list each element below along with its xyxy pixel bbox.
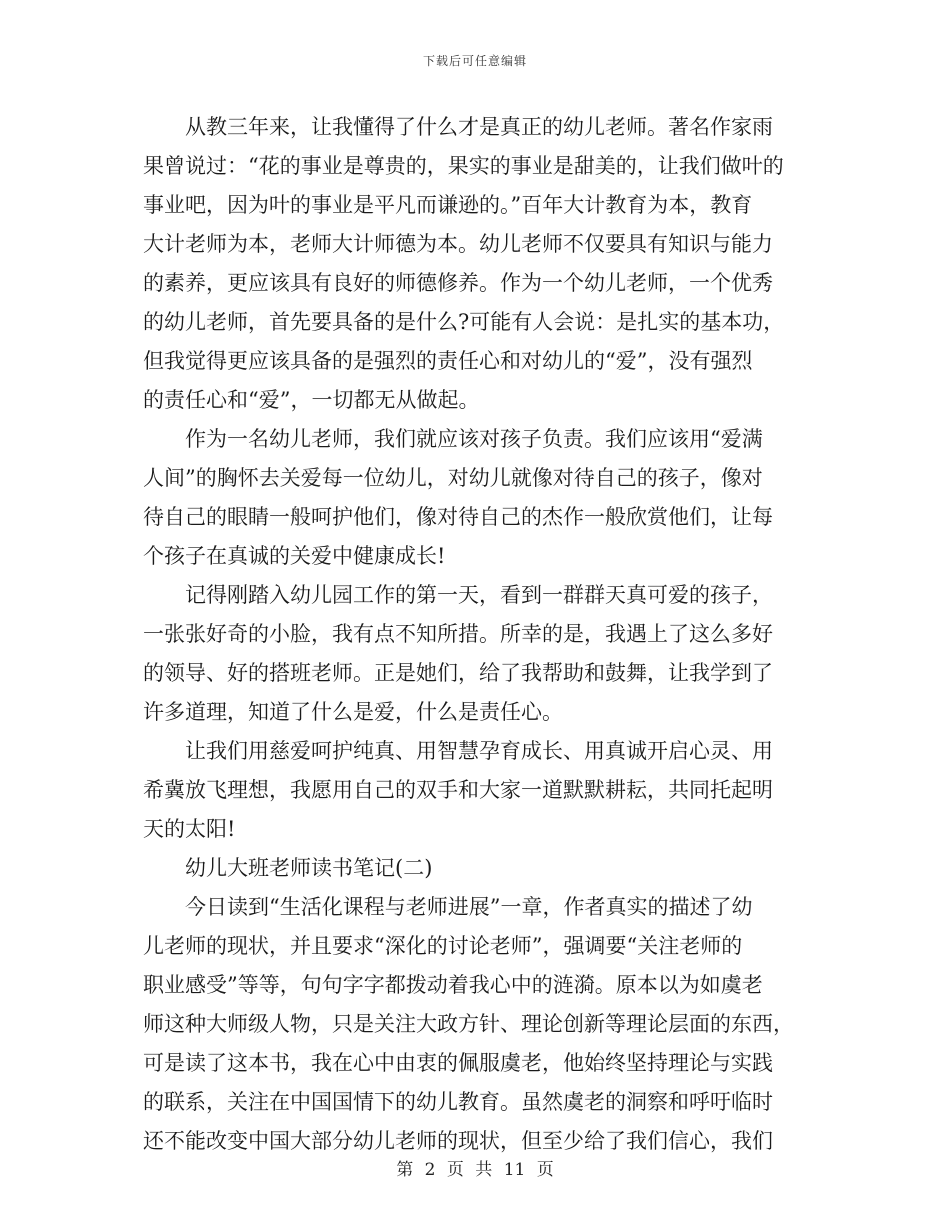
text-line: 职业感受”等等，句句字字都拨动着我心中的涟漪。原本以为如虞老 <box>143 973 763 997</box>
text-line: 记得刚踏入幼儿园工作的第一天，看到一群群天真可爱的孩子， <box>143 583 773 607</box>
text-line: 还不能改变中国大部分幼儿老师的现状，但至少给了我们信心，我们 <box>143 1129 773 1153</box>
text-line: 今日读到“生活化课程与老师进展”一章，作者真实的描述了幼 <box>143 895 753 919</box>
text-line: 从教三年来，让我懂得了什么才是真正的幼儿老师。著名作家雨 <box>143 115 773 139</box>
document-body <box>143 108 803 1161</box>
text-line: 师这种大师级人物，只是关注大政方针、理论创新等理论层面的东西， <box>143 1012 794 1036</box>
text-line: 果曾说过：“花的事业是尊贵的，果实的事业是甜美的，让我们做叶的 <box>143 154 784 178</box>
text-line: 可是读了这本书，我在心中由衷的佩服虞老，他始终坚持理论与实践 <box>143 1051 773 1075</box>
text-line: 一张张好奇的小脸，我有点不知所措。所幸的是，我遇上了这么多好 <box>143 622 773 646</box>
text-line: 的素养，更应该具有良好的师德修养。作为一个幼儿老师，一个优秀 <box>143 271 773 295</box>
text-line: 事业吧，因为叶的事业是平凡而谦逊的。”百年大计教育为本，教育 <box>143 193 753 217</box>
text-line: 作为一名幼儿老师，我们就应该对孩子负责。我们应该用“爱满 <box>143 427 763 451</box>
page-footer: 第 2 页 共 11 页 <box>396 1160 554 1180</box>
text-line: 的责任心和“爱”，一切都无从做起。 <box>143 388 480 412</box>
text-line: 希冀放飞理想，我愿用自己的双手和大家一道默默耕耘，共同托起明 <box>143 778 773 802</box>
text-line: 儿老师的现状，并且要求“深化的讨论老师”，强调要“关注老师的 <box>143 934 743 958</box>
page-header: 下载后可任意编辑 <box>422 54 527 68</box>
text-line: 让我们用慈爱呵护纯真、用智慧孕育成长、用真诚开启心灵、用 <box>143 739 773 763</box>
text-line: 的幼儿老师，首先要具备的是什么?可能有人会说：是扎实的基本功， <box>143 310 785 334</box>
text-line: 但我觉得更应该具备的是强烈的责任心和对幼儿的“爱”，没有强烈 <box>143 349 753 373</box>
text-line: 待自己的眼睛一般呵护他们，像对待自己的杰作一般欣赏他们，让每 <box>143 505 773 529</box>
text-line: 大计老师为本，老师大计师德为本。幼儿老师不仅要具有知识与能力 <box>143 232 773 256</box>
text-line: 个孩子在真诚的关爱中健康成长! <box>143 544 446 568</box>
text-line: 人间”的胸怀去关爱每一位幼儿，对幼儿就像对待自己的孩子，像对 <box>143 466 763 490</box>
text-line: 天的太阳! <box>143 817 236 841</box>
text-line: 许多道理，知道了什么是爱，什么是责任心。 <box>143 700 563 724</box>
section-heading: 幼儿大班老师读书笔记(二) <box>143 856 433 880</box>
text-line: 的联系，关注在中国国情下的幼儿教育。虽然虞老的洞察和呼吁临时 <box>143 1090 773 1114</box>
text-line: 的领导、好的搭班老师。正是她们，给了我帮助和鼓舞，让我学到了 <box>143 661 773 685</box>
